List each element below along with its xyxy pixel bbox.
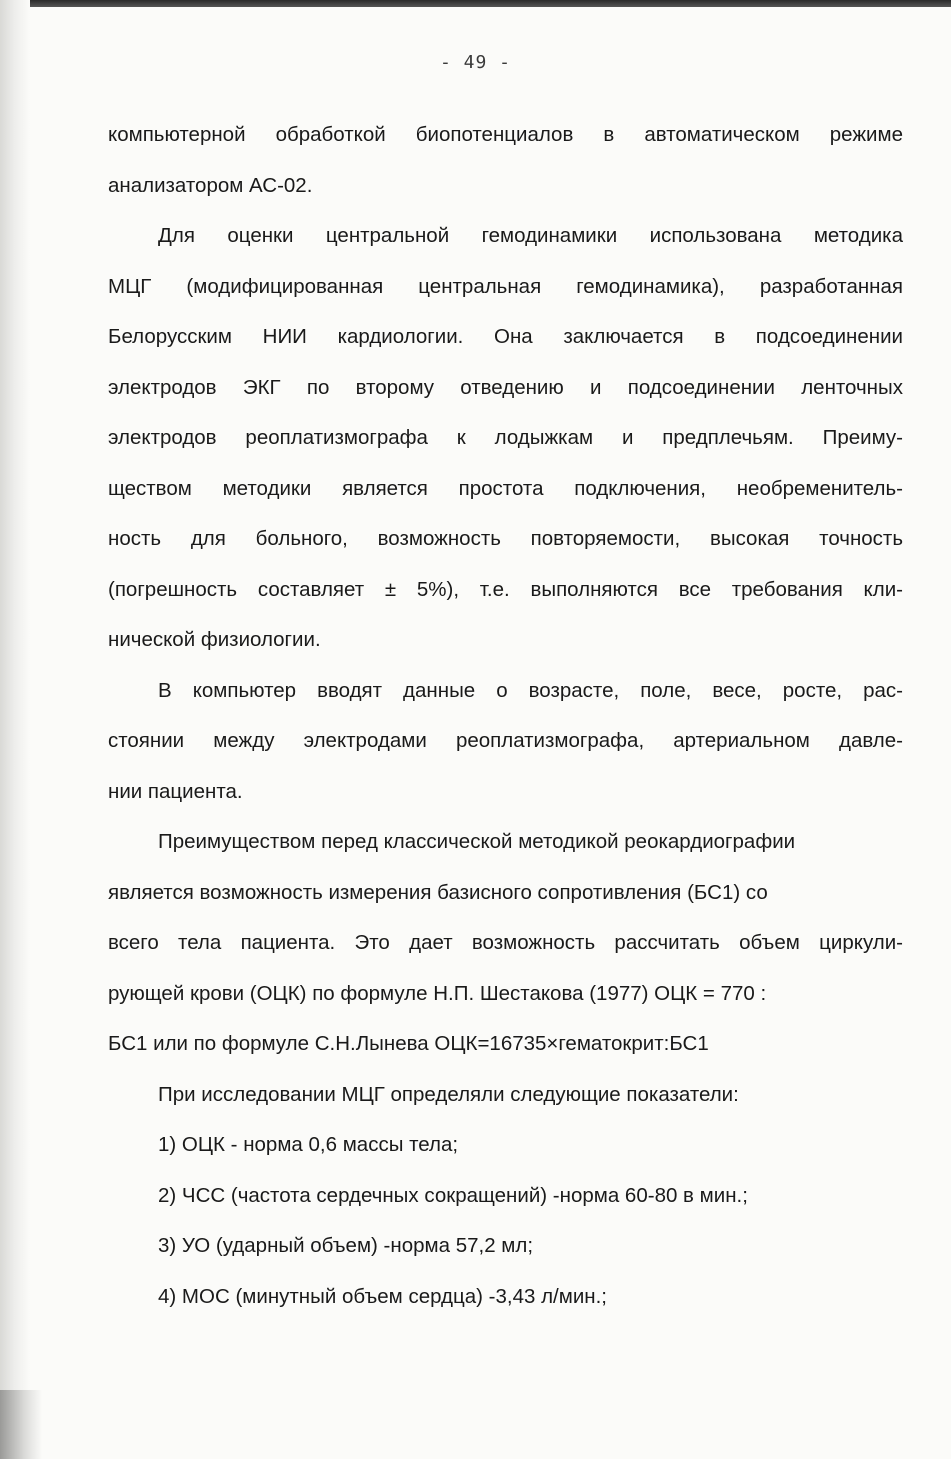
text-line: ность для больного, возможность повторяемости, высокая точность bbox=[108, 527, 903, 550]
text-line: стоянии между электродами реоплатизмографа, артериальном давле- bbox=[108, 729, 903, 752]
list-item: 4) МОС (минутный объем сердца) -3,43 л/мин.; bbox=[158, 1284, 607, 1308]
text-line: рующей крови (ОЦК) по формуле Н.П. Шестакова (1977) ОЦК = 770 : bbox=[108, 981, 767, 1005]
text-line: МЦГ (модифицированная центральная гемодинамика), разработанная bbox=[108, 274, 903, 298]
text-line: нической физиологии. bbox=[108, 628, 321, 651]
list-item: 2) ЧСС (частота сердечных сокращений) -норма 60-80 в мин.; bbox=[158, 1183, 748, 1207]
text-line: электродов реоплатизмографа к лодыжкам и предплечьям. Преиму- bbox=[108, 426, 903, 449]
text-line: ществом методики является простота подключения, необременитель- bbox=[108, 476, 903, 500]
scan-top-edge bbox=[0, 0, 951, 7]
scan-corner-shadow bbox=[0, 1390, 42, 1459]
text-line: анализатором АС-02. bbox=[108, 173, 313, 197]
text-line: Для оценки центральной гемодинамики использована методика bbox=[158, 224, 903, 247]
list-item: 1) ОЦК - норма 0,6 массы тела; bbox=[158, 1133, 459, 1156]
text-line: Белорусским НИИ кардиологии. Она заключается в подсоединении bbox=[108, 325, 903, 348]
body-text bbox=[108, 110, 903, 1322]
text-line: БС1 или по формуле С.Н.Лынева ОЦК=16735×гематокрит:БС1 bbox=[108, 1032, 709, 1055]
text-line: нии пациента. bbox=[108, 779, 243, 803]
list-item: 3) УО (ударный объем) -норма 57,2 мл; bbox=[158, 1234, 534, 1257]
text-line: При исследовании МЦГ определяли следующие показатели: bbox=[158, 1082, 739, 1106]
text-line: всего тела пациента. Это дает возможность рассчитать объем циркули- bbox=[108, 931, 903, 954]
text-line: компьютерной обработкой биопотенциалов в автоматическом режиме bbox=[108, 123, 903, 146]
text-line: электродов ЭКГ по второму отведению и подсоединении ленточных bbox=[108, 375, 903, 399]
text-line: является возможность измерения базисного сопротивления (БС1) со bbox=[108, 880, 768, 904]
page-number: - 49 - bbox=[439, 52, 512, 73]
text-line: В компьютер вводят данные о возрасте, поле, весе, росте, рас- bbox=[158, 678, 903, 702]
text-line: Преимуществом перед классической методикой реокардиографии bbox=[158, 830, 796, 853]
scan-left-edge bbox=[0, 0, 30, 1459]
text-line: (погрешность составляет ± 5%), т.е. выполняются все требования кли- bbox=[108, 577, 903, 601]
